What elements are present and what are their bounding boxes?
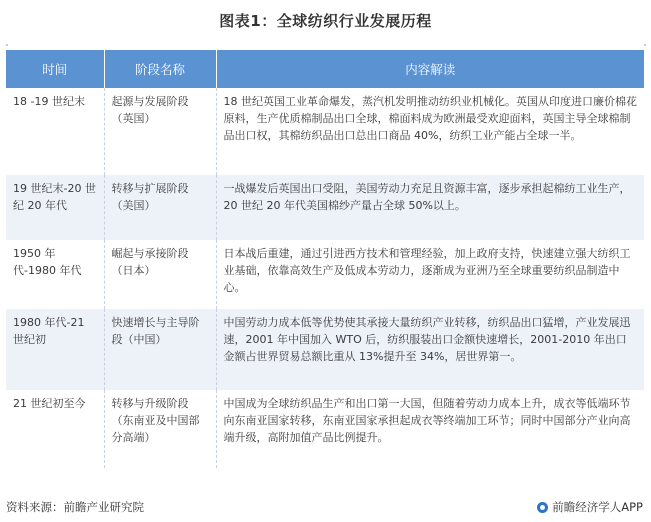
- cell-time: 19 世纪末-20 世纪 20 年代: [6, 175, 104, 240]
- cell-content: 日本战后重建，通过引进西方技术和管理经验，加上政府支持，快速建立强大纺织工业基础，依靠高效生产及低成本劳动力，逐渐成为亚洲乃至全球重要纺织品制造中心。: [216, 240, 644, 309]
- cell-content: 18 世纪英国工业革命爆发，蒸汽机发明推动纺织业机械化。英国从印度进口廉价棉花原料，生产优质棉制品出口全球，棉面料成为欧洲最受欢迎面料，英国主导全球棉制品出口权，其棉纺织品出口总出口商品 40%，纺织工业产能占全球一半。: [216, 88, 644, 175]
- source-note: 资料来源：前瞻产业研究院: [6, 500, 144, 514]
- table-row: [6, 175, 644, 240]
- header-stage: 阶段名称: [104, 50, 216, 88]
- cell-stage: 起源与发展阶段（英国）: [104, 88, 216, 175]
- header-content: 内容解读: [216, 50, 644, 88]
- cell-time: 18 -19 世纪末: [6, 88, 104, 175]
- brand-label: 前瞻经济学人APP: [552, 500, 643, 514]
- brand-credit: [537, 499, 643, 515]
- cell-time: 1950 年代-1980 年代: [6, 240, 104, 309]
- corner-dot-left: [6, 44, 8, 46]
- table-row: [6, 240, 644, 309]
- header-time: 时间: [6, 50, 104, 88]
- corner-dot-right: [644, 44, 646, 46]
- cell-stage: 快速增长与主导阶段（中国）: [104, 309, 216, 390]
- qianzhan-logo-icon: [537, 502, 548, 513]
- page-title: 图表1：全球纺织行业发展历程: [219, 12, 432, 30]
- cell-content: 中国成为全球纺织品生产和出口第一大国，但随着劳动力成本上升，成衣等低端环节向东南亚国家转移，东南亚国家承担起成衣等终端加工环节；同时中国部分产业向高端升级，高附加值产品比例提升。: [216, 390, 644, 468]
- cell-time: 21 世纪初至今: [6, 390, 104, 468]
- table-row: [6, 309, 644, 390]
- cell-content: 一战爆发后英国出口受阻，美国劳动力充足且资源丰富，逐步承担起棉纺工业生产，20 世纪 20 年代美国棉纱产量占全球 50%以上。: [216, 175, 644, 240]
- development-history-table: [6, 50, 644, 468]
- table-row: [6, 88, 644, 175]
- cell-content: 中国劳动力成本低等优势使其承接大量纺织产业转移，纺织品出口猛增，产业发展迅速，2001 年中国加入 WTO 后，纺织服装出口金额快速增长，2001-2010 年出口金额占世界贸易总额比重从 13%提升至 34%，居世界第一。: [216, 309, 644, 390]
- cell-stage: 转移与升级阶段（东南亚及中国部分高端）: [104, 390, 216, 468]
- cell-time: 1980 年代-21 世纪初: [6, 309, 104, 390]
- table-row: [6, 390, 644, 468]
- table-header-row: [6, 50, 644, 88]
- cell-stage: 崛起与承接阶段（日本）: [104, 240, 216, 309]
- cell-stage: 转移与扩展阶段（美国）: [104, 175, 216, 240]
